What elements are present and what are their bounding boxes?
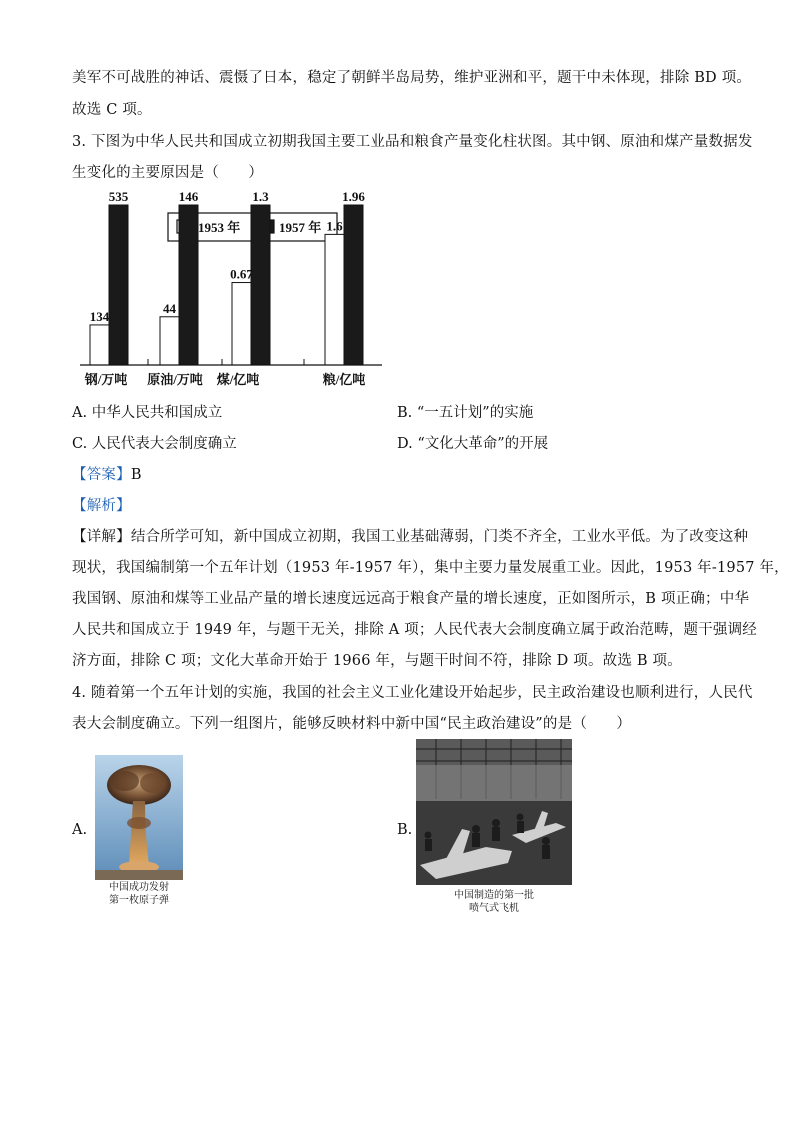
q4-option-b-label[interactable]: B. (397, 822, 413, 838)
atomic-bomb-caption (83, 881, 195, 907)
q4-stem-line-1: 4. 随着第一个五年计划的实施，我国的社会主义工业化建设开始起步，民主政治建设也顺利进行，人民代 (72, 685, 753, 701)
value-label-1957-0: 535 (108, 189, 129, 204)
production-bar-chart (72, 183, 392, 398)
bar-1957-2 (251, 205, 270, 365)
q4-stem-line-2: 表大会制度确立。下列一组图片，能够反映材料中新中国“民主政治建设”的是（ ） (72, 716, 632, 732)
value-label-1957-2: 1.3 (252, 189, 269, 204)
jet-factory-caption (424, 889, 564, 915)
value-label-1953-2: 0.67 (230, 266, 253, 282)
value-label-1953-0: 134 (89, 308, 110, 324)
jet-factory-caption-line-1: 中国制造的第一批 (454, 890, 534, 901)
detail-line-1 (72, 525, 748, 546)
category-label-2: 煤/亿吨 (216, 372, 260, 387)
detail-text-1: 结合所学可知，新中国成立初期，我国工业基础薄弱，门类不齐全，工业水平低。为了改变这种 (130, 529, 749, 545)
jet-factory-photo[interactable] (416, 739, 572, 885)
detail-line-3: 我国钢、原油和煤等工业品产量的增长速度远远高于粮食产量的增长速度，正如图所示，B 项正确；中华 (72, 591, 750, 607)
answer-label: 【答案】 (72, 467, 131, 483)
answer-value: B (130, 467, 142, 483)
bar-1957-0 (109, 205, 128, 365)
atomic-bomb-photo[interactable] (95, 755, 183, 880)
detail-line-4: 人民共和国成立于 1949 年，与题干无关，排除 A 项；人民代表大会制度确立属于政治范畴，题干强调经 (72, 622, 758, 638)
value-label-1957-1: 146 (178, 189, 199, 204)
intro-line-1: 美军不可战胜的神话、震慑了日本，稳定了朝鲜半岛局势，维护亚洲和平，题干中未体现，排除 BD 项。 (72, 70, 752, 86)
legend-label-1953: 1953 年 (198, 220, 241, 235)
q4-option-a-label[interactable]: A. (72, 822, 88, 838)
bar-1953-0 (90, 325, 109, 365)
chart-category-labels (84, 372, 366, 387)
intro-line-2: 故选 C 项。 (72, 102, 152, 118)
jet-factory-caption-line-2: 喷气式飞机 (469, 903, 519, 914)
bar-1953-3 (325, 234, 344, 365)
q3-stem-line-1: 3. 下图为中华人民共和国成立初期我国主要工业品和粮食产量变化柱状图。其中钢、原油和煤产量数据发 (72, 134, 753, 150)
q3-option-d[interactable]: D. “文化大革命”的开展 (397, 436, 549, 452)
bar-1953-1 (160, 317, 179, 365)
category-label-3: 粮/亿吨 (322, 372, 366, 387)
detail-line-2: 现状，我国编制第一个五年计划（1953 年-1957 年），集中主要力量发展重工业。因此，1953 年-1957 年， (72, 560, 789, 576)
detail-label: 【详解】 (72, 529, 131, 545)
bar-1953-2 (232, 283, 251, 365)
atomic-bomb-caption-line-1: 中国成功发射 (109, 882, 169, 893)
bar-1957-1 (179, 205, 198, 365)
q3-stem-line-2: 生变化的主要原因是（ ） (72, 165, 264, 181)
value-label-1953-1: 44 (163, 300, 176, 316)
atomic-bomb-caption-line-2: 第一枚原子弹 (109, 895, 169, 906)
q3-option-b[interactable]: B. “一五计划”的实施 (397, 405, 534, 421)
analysis-label: 【解析】 (72, 498, 131, 514)
bar-1957-3 (344, 205, 363, 365)
q3-option-a[interactable]: A. 中华人民共和国成立 (72, 405, 223, 421)
category-label-1: 原油/万吨 (147, 372, 203, 387)
value-label-1953-3: 1.6 (326, 218, 343, 234)
category-label-0: 钢/万吨 (84, 372, 128, 387)
value-label-1957-3: 1.96 (342, 189, 365, 204)
chart-value-labels (90, 189, 366, 324)
detail-line-5: 济方面，排除 C 项；文化大革命开始于 1966 年，与题干时间不符，排除 D 项。故选 B 项。 (72, 653, 682, 669)
legend-label-1957: 1957 年 (279, 220, 322, 235)
q3-option-c[interactable]: C. 人民代表大会制度确立 (72, 436, 237, 452)
answer-line (72, 463, 142, 484)
